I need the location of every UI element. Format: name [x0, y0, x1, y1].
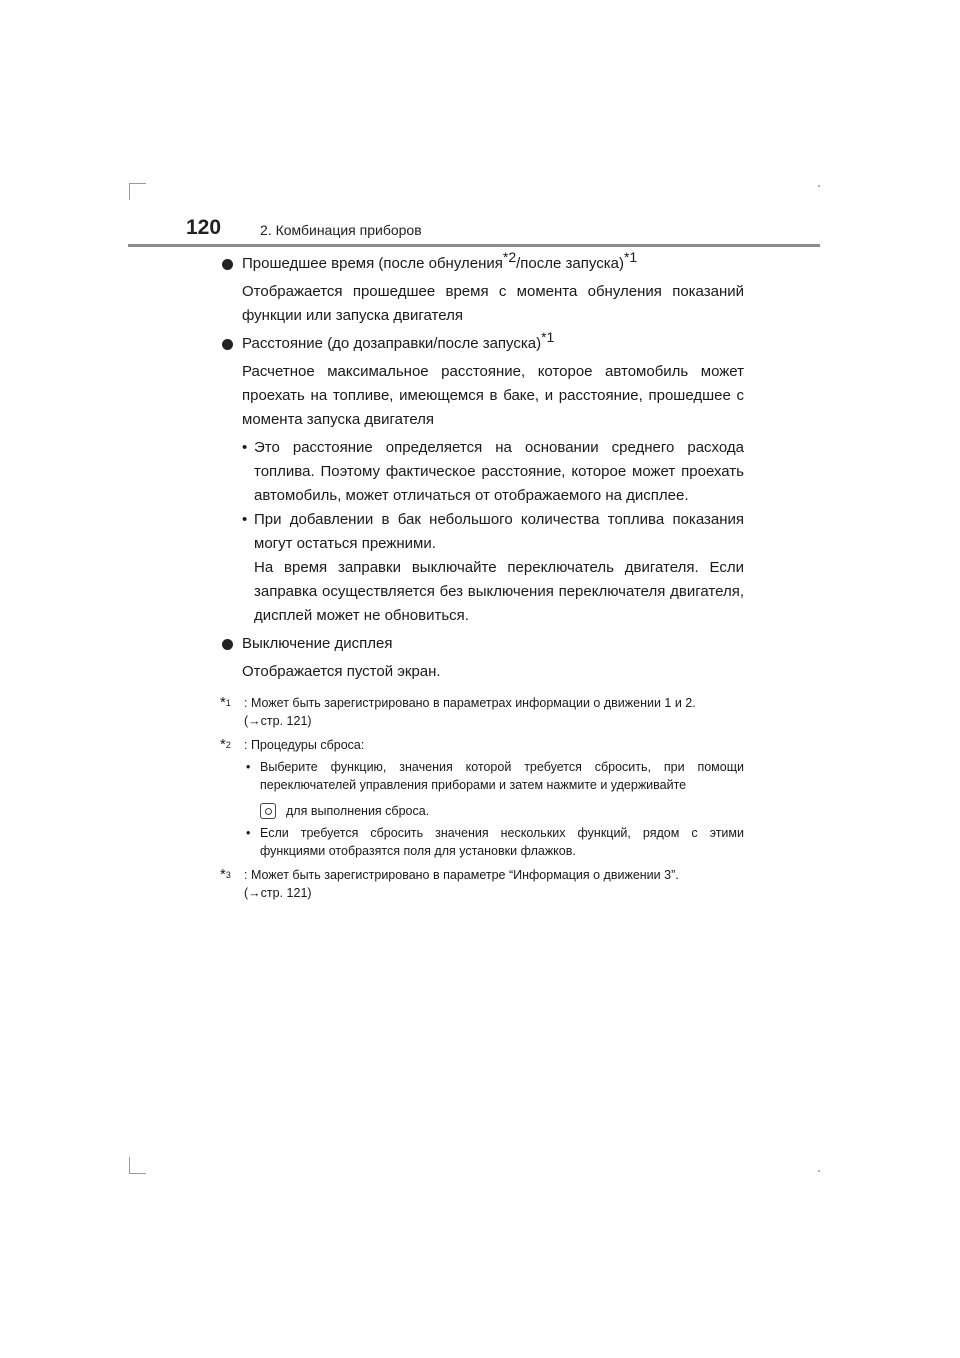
item-distance-sub2: • При добавлении в бак небольшого количества топлива показания могут остаться прежними.: [222, 508, 744, 556]
item-elapsed-title: Прошедшее время (после обнуления*2/после запуска)*1: [222, 252, 744, 276]
crop-mark-top-left-h: [129, 183, 146, 184]
bullet-dot-icon: [222, 259, 233, 270]
footnote-2-sub2: • Если требуется сбросить значения нескольких функций, рядом с этими функциями отобразятся поля для установки флажков.: [246, 826, 744, 858]
footnotes: [220, 694, 744, 902]
footnote-1: *$^1$ : Может быть зарегистрировано в параметрах информации о движении 1 и 2. (→стр. 121): [220, 694, 696, 728]
page-reference: (→стр. 121): [244, 886, 312, 900]
item-distance-sub2-cont: На время заправки выключайте переключатель двигателя. Если заправка осуществляется без выключения переключателя двигателя, дисплей может не обновиться.: [254, 559, 744, 624]
crop-mark-bottom-left-h: [129, 1173, 146, 1174]
crop-mark-top-right: [818, 185, 820, 187]
meter-control-switch-icon: [260, 803, 276, 819]
sub-bullet-icon: •: [242, 439, 248, 456]
item-display-off-title: Выключение дисплея: [222, 632, 744, 656]
crop-mark-bottom-left-v: [129, 1157, 130, 1174]
footnote-mark: *2: [502, 249, 517, 265]
item-elapsed-description: Отображается прошедшее время с момента обнуления показаний функции или запуска двигателя: [242, 283, 744, 324]
crop-mark-bottom-right: [818, 1170, 820, 1172]
footnote-2: *$^2$ : Процедуры сброса:: [220, 736, 365, 753]
bullet-dot-icon: [222, 639, 233, 650]
page-content: [220, 249, 744, 902]
item-distance-description: Расчетное максимальное расстояние, которое автомобиль может проехать на топливе, имеющемся в баке, и расстояние, прошедшее с момента запуска двигателя: [242, 363, 744, 428]
page-reference: (→стр. 121): [244, 714, 312, 728]
page-header: [128, 214, 820, 248]
footnote-3: *$^3$ : Может быть зарегистрировано в параметре “Информация о движении 3”. (→стр. 121): [220, 866, 679, 900]
bullet-dot-icon: [222, 339, 233, 350]
sub-bullet-icon: •: [246, 760, 251, 774]
footnote-mark: *1: [541, 329, 555, 345]
page-number: 120: [186, 216, 222, 239]
header-rule: [128, 244, 820, 247]
sub-bullet-icon: •: [242, 511, 248, 528]
item-distance-sub1: • Это расстояние определяется на основании среднего расхода топлива. Поэтому фактическое расстояние, которое может проехать автомобиль, может отличаться от отображаемого на дисплее.: [222, 436, 744, 508]
footnote-mark: *1: [623, 249, 638, 265]
footnote-2-sub1: • Выберите функцию, значения которой требуется сбросить, при помощи переключателей управления приборами и затем нажмите и удерживайте для выполнения сброса.: [246, 760, 744, 818]
sub-bullet-icon: •: [246, 826, 251, 840]
item-display-off-description: Отображается пустой экран.: [242, 663, 441, 680]
crop-mark-top-left-v: [129, 183, 130, 200]
item-distance-title: Расстояние (до дозаправки/после запуска)*1: [222, 332, 744, 356]
section-title: 2. Комбинация приборов: [260, 222, 422, 238]
